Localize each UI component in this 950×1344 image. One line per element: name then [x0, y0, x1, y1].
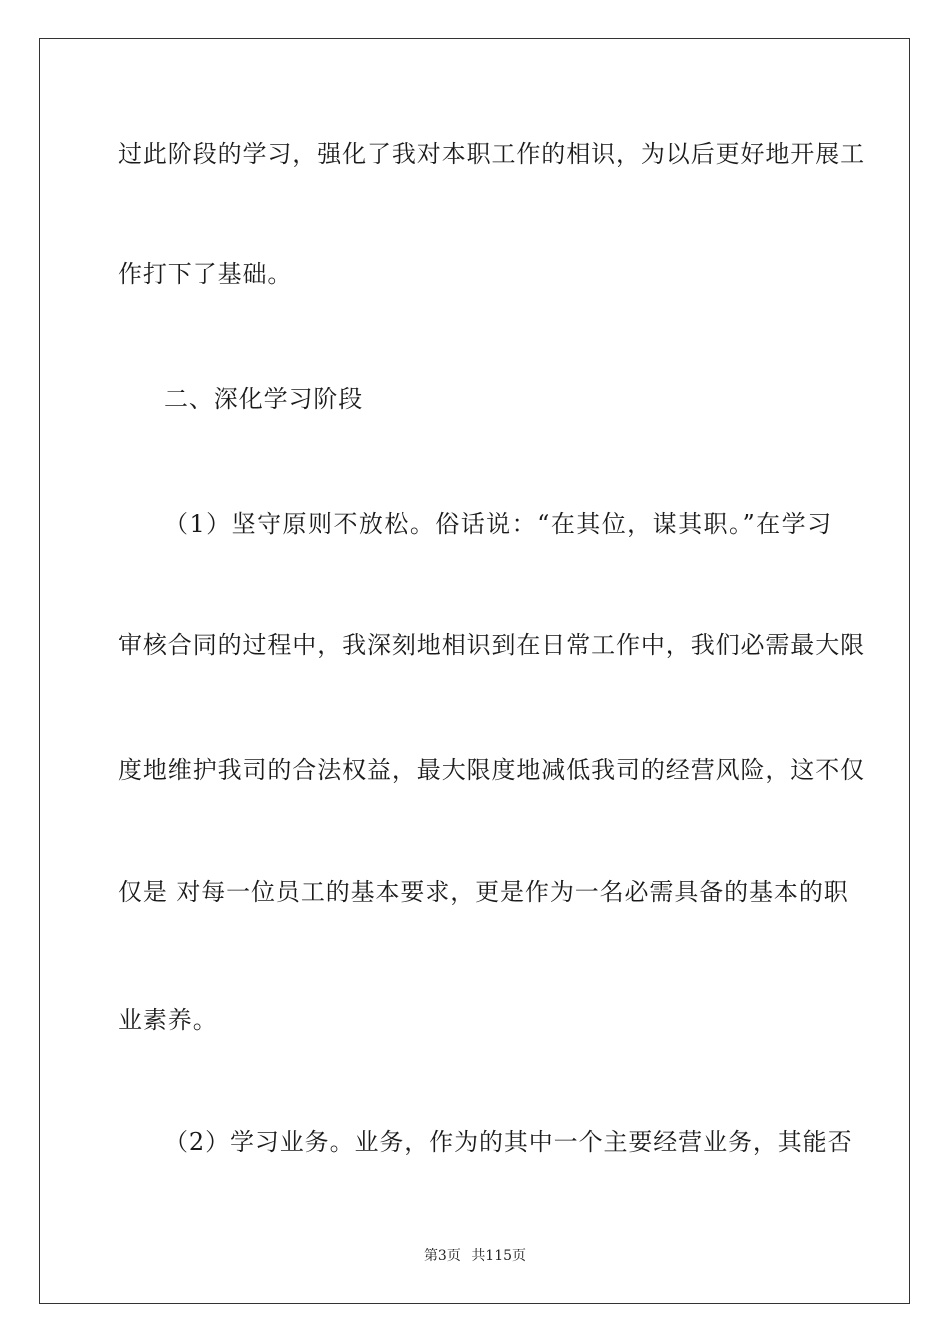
total-pages: 共115页 [471, 1248, 527, 1264]
page-frame [39, 38, 910, 1304]
section-heading: 二、深化学习阶段 [164, 385, 364, 413]
body-text-line-3: （1）坚守原则不放松。俗话说：“在其位，谋其职。”在学习 [164, 510, 832, 538]
body-text-line-1: 过此阶段的学习，强化了我对本职工作的相识，为以后更好地开展工 [118, 140, 865, 168]
body-text-line-5: 度地维护我司的合法权益，最大限度地减低我司的经营风险，这不仅 [118, 756, 865, 784]
body-text-line-7: 业素养。 [118, 1006, 218, 1034]
page-footer [0, 1247, 950, 1265]
body-text-line-4: 审核合同的过程中，我深刻地相识到在日常工作中，我们必需最大限 [118, 631, 865, 659]
page-number: 第3页 [423, 1248, 461, 1264]
body-text-line-8: （2）学习业务。业务，作为的其中一个主要经营业务，其能否 [164, 1128, 853, 1156]
body-text-line-2: 作打下了基础。 [118, 260, 293, 288]
body-text-line-6: 仅是 对每一位员工的基本要求，更是作为一名必需具备的基本的职 [118, 878, 849, 906]
